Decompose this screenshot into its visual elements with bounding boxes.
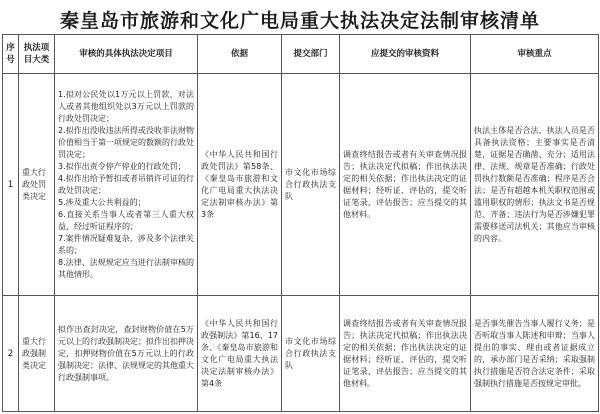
row-basis: 《中华人民共和国行政处罚法》第58条、《秦皇岛市旅游和文化广电局重大执法决定法制审核办法》第3条 <box>198 74 282 296</box>
header-basis: 依据 <box>198 35 282 74</box>
item-line: 7.案件情况疑难复杂，涉及多个法律关系的； <box>58 233 194 255</box>
item-line: 8.法律、法规规定应当进行法制审核的其他情形。 <box>58 257 194 279</box>
row-items <box>55 74 198 296</box>
row-seq: 2 <box>3 296 19 412</box>
page-title: 秦皇岛市旅游和文化广电局重大执法决定法制审核清单 <box>59 10 540 32</box>
row-seq: 1 <box>3 74 19 296</box>
item-line: 1.拟对公民处以1万元以上罚款，对法人或者其他组织处以3万元以上罚款的行政处罚决定； <box>58 89 194 123</box>
item-line: 6.直接关系当事人或者第三人重大权益，经过听证程序的； <box>58 209 194 231</box>
table-row <box>3 74 599 296</box>
review-table <box>2 34 599 412</box>
row-materials: 调查终结报告或者有关审查情况报告；执法决定代拟稿；作出执法决定的相关依据；作出执法决定的证据材料；经听证、评估的，提交听证笔录、评估报告；应当提交的其他材料。 <box>340 296 471 412</box>
row-materials: 调查终结报告或者有关审查情况报告；执法决定代拟稿；作出执法决定的相关依据；作出执法决定的证据材料；经听证、评估的，提交听证笔录、评估报告；应当提交的其他材料。 <box>340 74 471 296</box>
header-seq: 序号 <box>3 35 19 74</box>
item-line: 3.拟作出责令停产停业的行政处罚； <box>58 161 186 171</box>
header-dept: 提交部门 <box>282 35 340 74</box>
item-line: 2.拟作出没收违法所得或没收非法财物价值相当于第一项规定的数额的行政处罚决定； <box>58 125 194 159</box>
row-items <box>55 296 198 412</box>
item-line: 5.涉及重大公共利益的； <box>58 197 146 207</box>
header-category: 执法项目大类 <box>19 35 55 74</box>
row-dept: 市文化市场综合行政执法支队 <box>282 74 340 296</box>
table-header-row <box>3 35 599 74</box>
header-focus: 审核重点 <box>471 35 599 74</box>
row-category: 重大行政处罚类决定 <box>19 74 55 296</box>
row-focus: 是否事先催告当事人履行义务；是否听取当事人陈述和申辩；当事人提出的事实、理由或者证据成立的，承办部门是否采纳；采取强制执行措施是否符合法定条件；采取强制执行措施是否按规定审批。 <box>471 296 599 412</box>
header-materials: 应提交的审核资料 <box>340 35 471 74</box>
row-dept: 市文化市场综合行政执法支队 <box>282 296 340 412</box>
item-line: 拟作出查封决定，查封财物价值在5万元以上的行政强制决定；拟作出扣押决定，扣押财物价值在5万元以上的行政强制决定；法律、法规规定的其他重大行政强制事项。 <box>58 324 194 382</box>
header-item: 审核的具体执法决定项目 <box>55 35 198 74</box>
table-row <box>3 296 599 412</box>
row-category: 重大行政强制类决定 <box>19 296 55 412</box>
row-focus: 执法主体是否合法，执法人员是否具备执法资格；主要事实是否清楚，证据是否确凿、充分；适用法律、法规、规章是否准确；行政处罚执行数额是否准确；程序是否合法；是否有超越本机关职权范围或滥用职权的情形；执法文书是否规范、齐备；违法行为是否涉嫌犯罪需要移送司法机关；其他应当审核的内容。 <box>471 74 599 296</box>
item-line: 4.拟作出给予暂扣或者吊销许可证的行政处罚决定； <box>58 173 194 195</box>
row-basis: 《中华人民共和国行政强制法》第16、17条、《秦皇岛市旅游和文化广电局重大执法决定法制审核办法》第4条 <box>198 296 282 412</box>
